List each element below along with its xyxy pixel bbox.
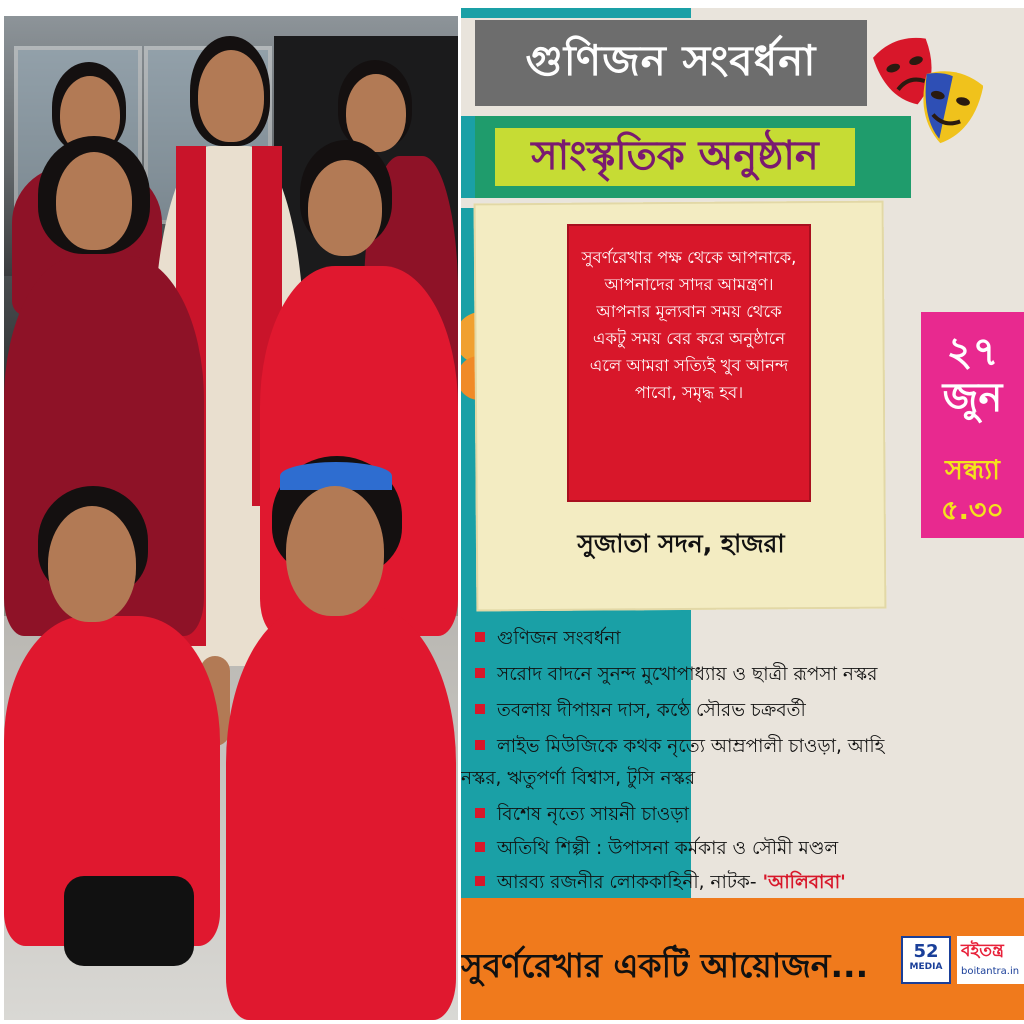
date-badge bbox=[921, 312, 1024, 538]
date-month: জুন bbox=[942, 375, 1003, 421]
poster-footer bbox=[461, 898, 1024, 1020]
program-item-continued: নস্কর, ঋতুপর্ণা বিশ্বাস, টুসি নস্কর bbox=[461, 768, 695, 789]
bullet-icon bbox=[475, 808, 485, 818]
event-poster bbox=[461, 8, 1024, 1020]
date-time: ৫.৩০ bbox=[941, 495, 1004, 526]
subtitle-banner bbox=[461, 116, 911, 198]
media-logo: 52 MEDIA bbox=[901, 936, 951, 984]
bullet-icon bbox=[475, 740, 485, 750]
group-photo bbox=[4, 16, 458, 1020]
program-item: তবলায় দীপায়ন দাস, কণ্ঠে সৌরভ চক্রবর্তী bbox=[475, 696, 1020, 727]
program-item: অতিথি শিল্পী : উপাসনা কর্মকার ও সৌমী মণ্ডল bbox=[475, 834, 1020, 865]
bullet-icon bbox=[475, 668, 485, 678]
date-evening: সন্ধ্যা bbox=[945, 455, 1000, 486]
bullet-icon bbox=[475, 876, 485, 886]
program-item: গুণিজন সংবর্ধনা bbox=[475, 624, 1020, 655]
poster-title: গুণিজন সংবর্ধনা bbox=[475, 20, 867, 106]
program-item: সরোদ বাদনে সুনন্দ মুখোপাধ্যায় ও ছাত্রী রূপসা নস্কর bbox=[475, 660, 1020, 691]
play-name: 'আলিবাবা' bbox=[762, 872, 846, 893]
bullet-icon bbox=[475, 632, 485, 642]
program-item: আরব্য রজনীর লোককাহিনী, নাটক- 'আলিবাবা' bbox=[475, 868, 1020, 899]
date-day: ২৭ bbox=[946, 329, 999, 375]
poster-top-stripe bbox=[461, 8, 691, 18]
program-item: লাইভ মিউজিকে কথক নৃত্যে আম্রপালী চাওড়া, আহি bbox=[475, 732, 1020, 763]
footer-text: সুবর্ণরেখার একটি আয়োজন... bbox=[461, 946, 869, 985]
poster-subtitle: সাংস্কৃতিক অনুষ্ঠান bbox=[495, 128, 855, 186]
venue-label: সুজাতা সদন, হাজরা bbox=[577, 529, 785, 558]
bullet-icon bbox=[475, 842, 485, 852]
program-list bbox=[461, 610, 1024, 900]
invitation-text: সুবর্ণরেখার পক্ষ থেকে আপনাকে, আপনাদের সাদর আমন্ত্রণ। আপনার মূল্যবান সময় থেকে একটু সময় বের করে অনুষ্ঠানে এলে আমরা সত্যিই খুব আনন্দ পাবো, সমৃদ্ধ হব। bbox=[567, 224, 811, 502]
boitantra-logo: বইতন্ত্র boitantra.in bbox=[957, 936, 1024, 984]
program-item: বিশেষ নৃত্যে সায়নী চাওড়া bbox=[475, 800, 1020, 831]
bullet-icon bbox=[475, 704, 485, 714]
